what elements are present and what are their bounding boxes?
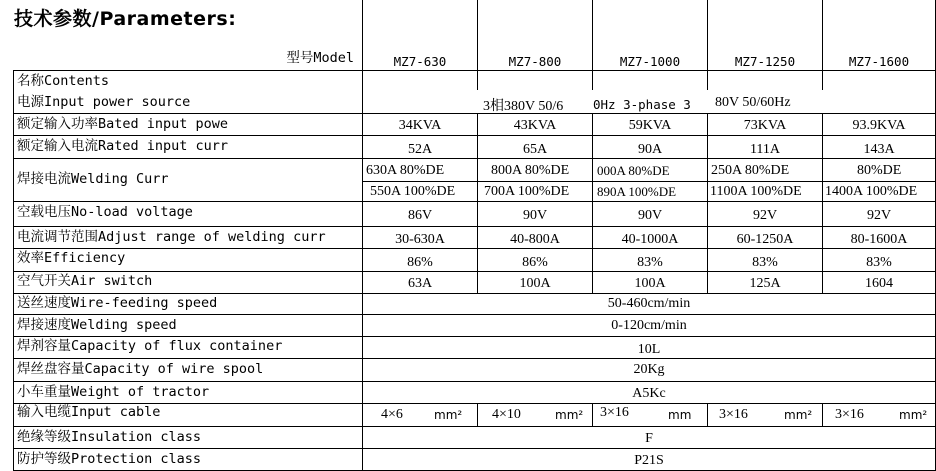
noload-voltage-2: 90V	[522, 208, 548, 223]
model-header-4: MZ7-1250	[734, 53, 796, 69]
adjust-range-label: 电流调节范围Adjust range of welding curr	[17, 228, 326, 245]
input-cable-size-2: 4×10	[492, 407, 521, 422]
welding-current-100-2: 700A 100%DE	[484, 184, 570, 199]
adjust-range-2: 40-800A	[510, 231, 560, 247]
rated-power-4: 73KVA	[743, 117, 787, 133]
rated-power-5: 93.9KVA	[852, 117, 906, 133]
input-power-source-value-a: 3相380V 50/6	[483, 99, 564, 114]
model-header-3: MZ7-1000	[619, 53, 681, 69]
efficiency-1: 86%	[407, 254, 433, 270]
adjust-range-4: 60-1250A	[736, 231, 794, 247]
row-line-welding-mid	[362, 181, 936, 182]
welding-current-100-3: 890A 100%DE	[597, 184, 677, 199]
welding-current-80-4: 250A 80%DE	[711, 163, 790, 178]
air-switch-4: 125A	[749, 275, 781, 291]
input-power-source-value-b: 0Hz 3-phase 3	[593, 97, 691, 112]
flux-container-label: 焊剂容量Capacity of flux container	[17, 337, 283, 354]
wire-feeding-value: 50-460cm/min	[607, 296, 691, 311]
welding-current-100-5: 1400A 100%DE	[825, 184, 918, 199]
model-header-5: MZ7-1600	[848, 53, 910, 69]
welding-speed-label: 焊接速度Welding speed	[17, 316, 177, 333]
welding-current-100-1: 550A 100%DE	[370, 184, 456, 199]
adjust-range-3: 40-1000A	[621, 231, 679, 247]
noload-voltage-4: 92V	[752, 208, 778, 223]
efficiency-label: 效率Efficiency	[17, 250, 126, 267]
input-cable-size-3: 3×16	[600, 405, 629, 420]
wire-spool-value: 20Kg	[633, 361, 665, 377]
welding-current-80-1: 630A 80%DE	[366, 163, 445, 178]
noload-voltage-5: 92V	[866, 208, 892, 223]
input-power-source-label: 电源Input power source	[17, 93, 191, 110]
input-cable-size-1: 4×6	[381, 407, 403, 422]
adjust-range-5: 80-1600A	[850, 231, 908, 247]
input-power-source-value-c: 80V 50/60Hz	[715, 95, 791, 110]
air-switch-5: 1604	[865, 275, 893, 291]
cable-col-4	[707, 403, 708, 426]
air-switch-1: 63A	[407, 275, 433, 291]
input-cable-unit-5: mm²	[899, 408, 928, 422]
efficiency-2: 86%	[522, 254, 548, 270]
adjust-range-1: 30-630A	[395, 231, 445, 247]
flux-container-value: 10L	[637, 342, 661, 357]
rated-current-label: 额定输入电流Rated input curr	[17, 138, 229, 155]
input-cable-unit-1: mm²	[434, 408, 463, 422]
welding-speed-value: 0-120cm/min	[611, 317, 687, 333]
air-switch-label: 空气开关Air switch	[17, 273, 153, 290]
noload-voltage-3: 90V	[637, 208, 663, 223]
contents-label: 名称Contents	[17, 72, 110, 89]
cable-col-5	[822, 403, 823, 426]
rated-current-2: 65A	[522, 142, 548, 157]
rated-power-label: 额定输入功率Bated input powe	[17, 115, 229, 132]
rated-current-4: 111A	[749, 142, 781, 157]
welding-current-100-4: 1100A 100%DE	[710, 184, 802, 199]
insulation-value: F	[645, 430, 653, 446]
input-cable-unit-2: mm²	[555, 408, 584, 422]
tractor-weight-value: A5Kc	[632, 385, 666, 401]
noload-voltage-label: 空载电压No-load voltage	[17, 204, 193, 221]
protection-value: P21S	[634, 453, 664, 468]
protection-label: 防护等级Protection class	[17, 450, 202, 467]
input-cable-size-4: 3×16	[719, 407, 748, 422]
efficiency-4: 83%	[752, 254, 778, 270]
air-switch-3: 100A	[634, 275, 666, 291]
wire-feeding-label: 送丝速度Wire-feeding speed	[17, 295, 218, 312]
model-header-1: MZ7-630	[393, 53, 447, 69]
noload-voltage-1: 86V	[407, 208, 433, 223]
sheet-title: 技术参数/Parameters:	[14, 8, 237, 30]
efficiency-5: 83%	[866, 254, 892, 270]
model-label: 型号Model	[286, 49, 354, 66]
model-header-2: MZ7-800	[508, 53, 562, 69]
air-switch-2: 100A	[519, 275, 551, 291]
input-cable-label: 输入电缆Input cable	[17, 404, 161, 421]
rated-power-1: 34KVA	[398, 117, 442, 133]
insulation-label: 绝缘等级Insulation class	[17, 428, 202, 445]
cable-col-2	[477, 403, 478, 426]
tractor-weight-label: 小车重量Weight of tractor	[17, 383, 210, 400]
input-cable-unit-3: mm	[668, 408, 692, 422]
efficiency-3: 83%	[637, 254, 663, 270]
rated-current-5: 143A	[863, 142, 895, 157]
rated-power-3: 59KVA	[628, 117, 672, 133]
welding-current-label: 焊接电流Welding Curr	[17, 171, 169, 188]
rated-current-3: 90A	[637, 142, 663, 157]
welding-current-80-5: 80%DE	[857, 163, 902, 178]
welding-current-80-2: 800A 80%DE	[491, 163, 570, 178]
cable-col-3	[592, 403, 593, 426]
input-cable-unit-4: mm²	[784, 408, 813, 422]
wire-spool-label: 焊丝盘容量Capacity of wire spool	[17, 360, 264, 377]
rated-power-2: 43KVA	[513, 117, 557, 133]
input-cable-size-5: 3×16	[835, 407, 864, 422]
rated-current-1: 52A	[407, 142, 433, 157]
welding-current-80-3: 000A 80%DE	[597, 163, 670, 178]
